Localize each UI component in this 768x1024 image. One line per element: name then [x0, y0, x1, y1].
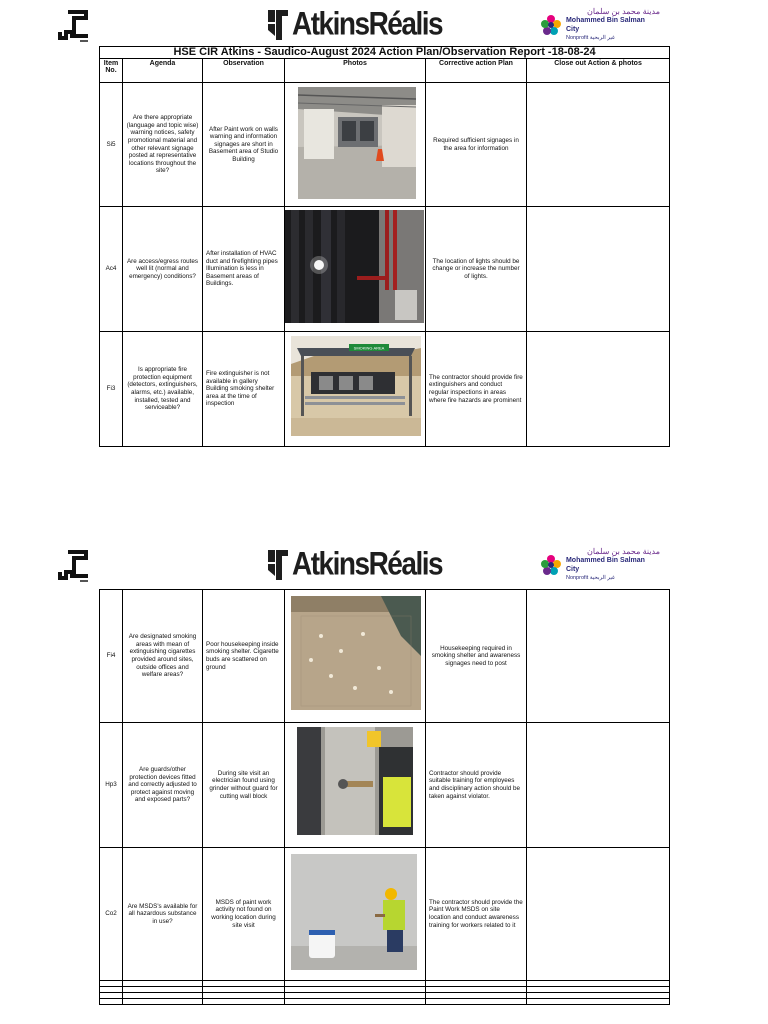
contractor-logo-icon	[58, 10, 90, 44]
empty-row	[100, 999, 670, 1005]
agenda-text: Is appropriate fire protection equipment (detectors, extinguishers, alarms, etc.) available, installed, tested and serviceable?	[123, 332, 203, 447]
brand-wordmark: AtkinsRéalis	[292, 5, 443, 42]
item-number: Co2	[100, 848, 123, 981]
page2-header	[0, 540, 768, 590]
photo-cell	[285, 848, 426, 981]
closeout-cell	[527, 848, 670, 981]
closeout-cell	[527, 83, 670, 207]
table-row	[100, 332, 670, 447]
closeout-cell	[527, 207, 670, 332]
atkinsrealis-mark-icon	[266, 546, 290, 582]
table-row	[100, 723, 670, 848]
col-corrective-plan: Corrective action Plan	[426, 59, 527, 83]
observation-text: Poor housekeeping inside smoking shelter. Cigarette buds are scattered on ground	[203, 590, 285, 723]
photo-cell	[285, 723, 426, 848]
observation-text: During site visit an electrician found using grinder without guard for cutting wall block	[203, 723, 285, 848]
basement-corridor-photo	[298, 87, 416, 199]
mbs-english-name: Mohammed Bin Salman City	[565, 557, 645, 573]
mbs-arabic-name: مدينة محمد بن سلمان	[587, 7, 660, 16]
col-item: Item No.	[100, 59, 123, 83]
mbs-flower-icon	[540, 554, 562, 576]
agenda-text: Are designated smoking areas with mean of extinguishing cigarettes provided around sites, outside offices and welfare areas?	[123, 590, 203, 723]
agenda-text: Are guards/other protection devices fitted and correctly adjusted to protect against moving and exposed parts?	[123, 723, 203, 848]
smoking-area-sign: SMOKING AREA	[353, 345, 385, 351]
mbs-english-name: Mohammed Bin Salman City	[565, 17, 645, 33]
closeout-cell	[527, 723, 670, 848]
photo-cell	[285, 207, 426, 332]
cigarette-ground-photo	[291, 596, 421, 710]
painter-worker-photo	[291, 854, 417, 970]
agenda-text: Are there appropriate (language and topic wise) warning notices, safety promotional material and other relevant signage posted at representative locations throughout the site?	[123, 83, 203, 207]
closeout-cell	[527, 332, 670, 447]
col-agenda: Agenda	[123, 59, 203, 83]
col-closeout: Close out Action & photos	[527, 59, 670, 83]
observation-text: After Paint work on walls warning and information signages are short in Basement area of Studio Building	[203, 83, 285, 207]
observation-text: MSDS of paint work activity not found on working location during site visit	[203, 848, 285, 981]
corrective-plan-text: Housekeeping required in smoking shelter and awareness signages need to post	[426, 590, 527, 723]
grinder-worker-photo	[297, 727, 413, 835]
observation-text: After installation of HVAC duct and firefighting pipes Illumination is less in Basement areas of Buildings.	[203, 207, 285, 332]
observation-text: Fire extinguisher is not available in gallery Building smoking shelter area at the time of inspection	[203, 332, 285, 447]
action-plan-table-continued	[99, 589, 670, 1005]
photo-cell	[285, 590, 426, 723]
table-row	[100, 207, 670, 332]
corrective-plan-text: Required sufficient signages in the area for information	[426, 83, 527, 207]
report-title: HSE CIR Atkins - Saudico-August 2024 Action Plan/Observation Report -18-08-24	[100, 47, 670, 59]
table-row	[100, 83, 670, 207]
corrective-plan-text: The location of lights should be change or increase the number of lights.	[426, 207, 527, 332]
dark-pipes-photo	[285, 210, 424, 323]
item-number: Fi4	[100, 590, 123, 723]
mbs-city-logo	[540, 547, 660, 581]
mbs-city-logo	[540, 7, 660, 41]
contractor-logo-icon	[58, 550, 90, 584]
mbs-flower-icon	[540, 14, 562, 36]
item-number: Ac4	[100, 207, 123, 332]
item-number: Hp3	[100, 723, 123, 848]
col-photos: Photos	[285, 59, 426, 83]
corrective-plan-text: The contractor should provide fire extinguishers and conduct regular inspections in areas where fire hazards are prominent	[426, 332, 527, 447]
item-number: Si5	[100, 83, 123, 207]
col-observation: Observation	[203, 59, 285, 83]
photo-cell	[285, 83, 426, 207]
item-number: Fi3	[100, 332, 123, 447]
corrective-plan-text: The contractor should provide the Paint Work MSDS on site location and conduct awareness training for workers related to it	[426, 848, 527, 981]
mbs-nonprofit: Nonprofit غير الربحية	[565, 575, 615, 581]
agenda-text: Are access/egress routes well lit (normal and emergency) conditions?	[123, 207, 203, 332]
atkinsrealis-logo	[266, 544, 442, 584]
table-row	[100, 848, 670, 981]
action-plan-table	[99, 46, 670, 447]
closeout-cell	[527, 590, 670, 723]
brand-wordmark: AtkinsRéalis	[292, 545, 443, 582]
page1-header	[0, 0, 768, 50]
mbs-nonprofit: Nonprofit غير الربحية	[565, 35, 615, 41]
atkinsrealis-mark-icon	[266, 6, 290, 42]
agenda-text: Are MSDS's available for all hazardous substance in use?	[123, 848, 203, 981]
photo-cell	[285, 332, 426, 447]
atkinsrealis-logo	[266, 4, 442, 44]
table-header-row	[100, 59, 670, 83]
smoking-shelter-photo	[291, 336, 421, 436]
mbs-arabic-name: مدينة محمد بن سلمان	[587, 547, 660, 556]
table-row	[100, 590, 670, 723]
corrective-plan-text: Contractor should provide suitable training for employees and disciplinary action should be taken against violator.	[426, 723, 527, 848]
